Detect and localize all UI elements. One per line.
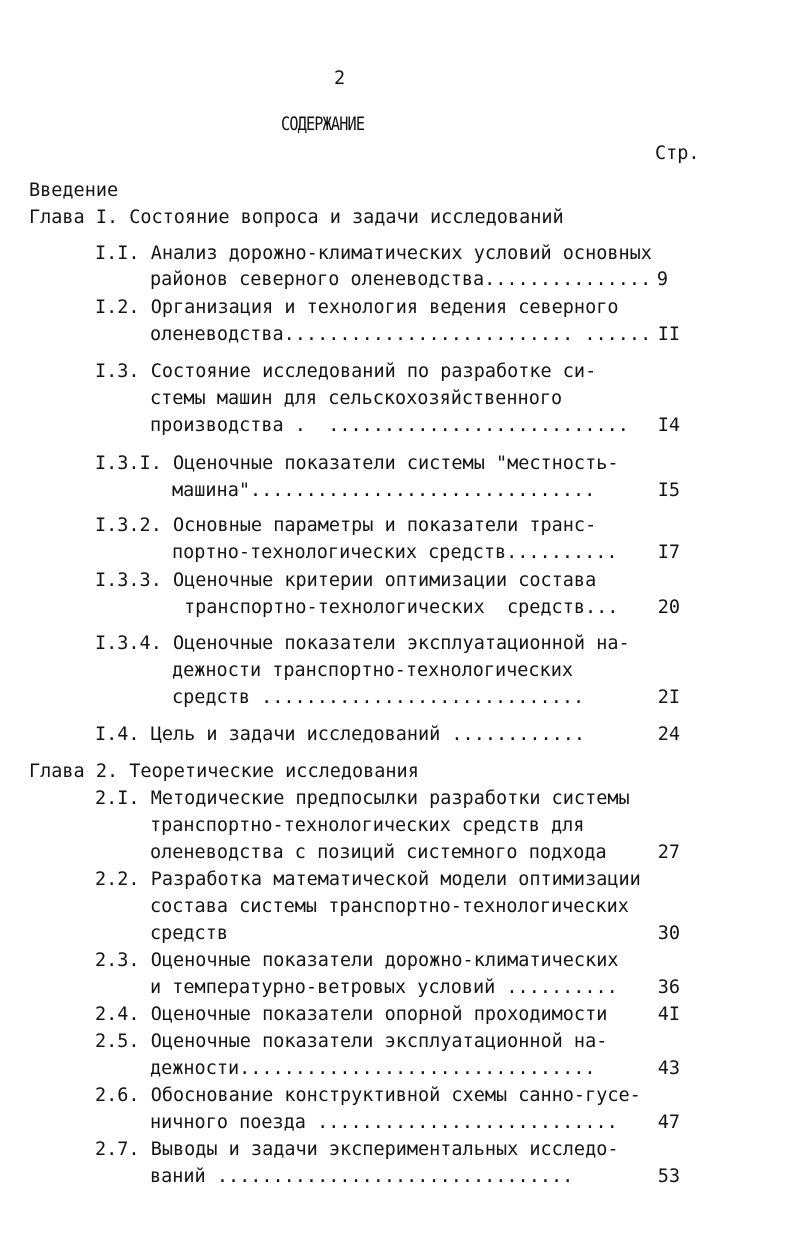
- toc-line: районов северного оленеводства...............: [150, 269, 652, 290]
- toc-line: 2.3. Оценочные показатели дорожно-климатических: [95, 950, 619, 971]
- toc-heading: Глава I. Состояние вопроса и задачи исследований: [29, 207, 564, 228]
- toc-line: I.3.I. Оценочные показатели системы "местность-: [95, 453, 619, 474]
- toc-heading: Введение: [29, 180, 119, 201]
- toc-line: стемы машин для сельскохозяйственного: [150, 388, 563, 409]
- toc-line: I.3.4. Оценочные показатели эксплуатационной на-: [95, 633, 630, 654]
- toc-page-number: 20: [657, 597, 680, 618]
- toc-line: 2.I. Методические предпосылки разработки системы: [95, 788, 630, 809]
- toc-line: средств: [150, 923, 228, 944]
- toc-line: средств .............................: [172, 687, 585, 708]
- toc-page-number: 30: [657, 923, 680, 944]
- toc-line: 2.6. Обоснование конструктивной схемы санно-гусе-: [95, 1085, 641, 1106]
- page-title: СОДЕРЖАНИЕ: [281, 114, 365, 135]
- toc-line: 2.7. Выводы и задачи экспериментальных исследо-: [95, 1139, 619, 1160]
- page-number: 2: [334, 68, 346, 89]
- toc-line: I.3. Состояние исследований по разработке си-: [95, 361, 597, 382]
- toc-page-number: I5: [657, 480, 680, 501]
- toc-line: производства . ...........................: [150, 415, 629, 436]
- toc-line: ваний ................................: [150, 1166, 574, 1187]
- toc-line: 2.2. Разработка математической модели оптимизации: [95, 869, 641, 890]
- toc-page-number: I4: [657, 415, 680, 436]
- toc-line: оленеводства с позиций системного подхода: [150, 842, 607, 863]
- toc-line: 2.4. Оценочные показатели опорной проходимости: [95, 1004, 608, 1025]
- toc-page-number: 53: [657, 1166, 680, 1187]
- toc-line: транспортно-технологических средств...: [184, 597, 619, 618]
- toc-line: и температурно-ветровых условий ..........: [150, 977, 618, 998]
- toc-line: I.I. Анализ дорожно-климатических условий основных: [95, 243, 652, 264]
- toc-page-number: 27: [657, 842, 680, 863]
- toc-line: дежности................................: [150, 1058, 596, 1079]
- toc-line: I.2. Организация и технология ведения северного: [95, 297, 619, 318]
- toc-line: машина"...............................: [172, 480, 596, 501]
- toc-line: 2.5. Оценочные показатели эксплуатационной на-: [95, 1031, 608, 1052]
- toc-line: дежности транспортно-технологических: [172, 660, 573, 681]
- toc-page-number: 4I: [657, 1004, 680, 1025]
- toc-line: состава системы транспортно-технологических: [150, 896, 629, 917]
- toc-page-number: I7: [657, 542, 680, 563]
- toc-page-number: II: [657, 324, 680, 345]
- toc-line: I.3.2. Основные параметры и показатели транс-: [95, 515, 597, 536]
- toc-line: оленеводства.......................... ......: [150, 324, 652, 345]
- toc-heading: Глава 2. Теоретические исследования: [29, 761, 419, 782]
- toc-page-number: 2I: [657, 687, 680, 708]
- toc-line: I.4. Цель и задачи исследований ............: [95, 724, 586, 745]
- toc-line: I.3.3. Оценочные критерии оптимизации состава: [95, 570, 597, 591]
- toc-line: транспортно-технологических средств для: [150, 815, 585, 836]
- toc-page-number: 24: [657, 724, 680, 745]
- toc-page-number: 47: [657, 1112, 680, 1133]
- toc-page-number: 9: [656, 269, 668, 290]
- toc-page-number: 36: [657, 977, 680, 998]
- toc-line: ничного поезда ...........................: [150, 1112, 618, 1133]
- page-column-label: Стр.: [655, 143, 700, 164]
- toc-page-number: 43: [657, 1058, 680, 1079]
- toc-line: портно-технологических средств..........: [172, 542, 618, 563]
